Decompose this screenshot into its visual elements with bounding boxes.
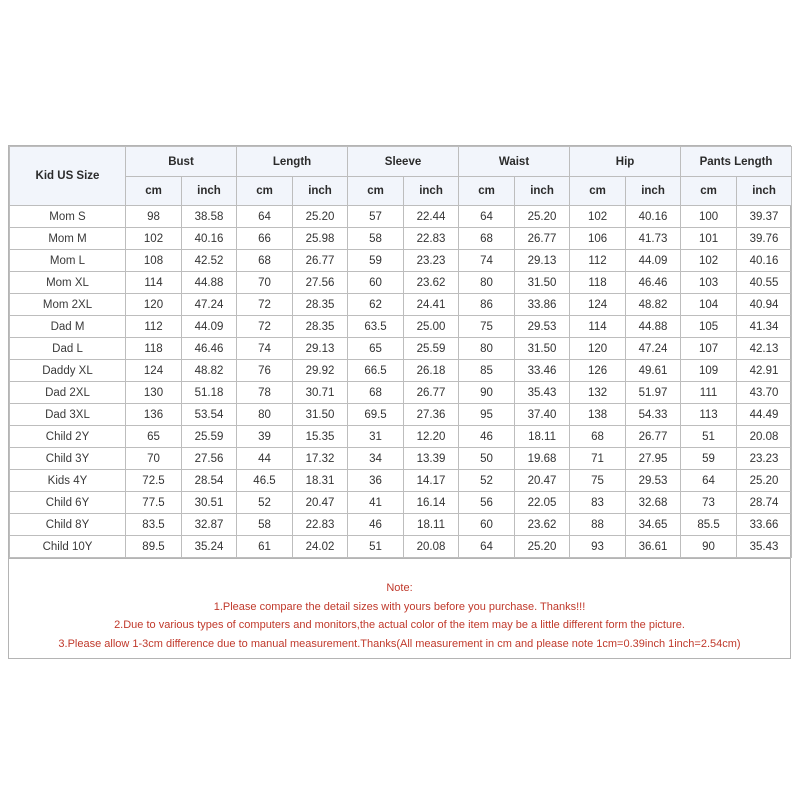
table-row — [10, 338, 792, 360]
size-cell: Mom 2XL — [10, 294, 126, 316]
inch-cell: 24.41 — [404, 294, 459, 316]
cm-cell: 112 — [126, 316, 182, 338]
inch-cell: 29.53 — [626, 470, 681, 492]
inch-cell: 44.88 — [626, 316, 681, 338]
inch-cell: 27.56 — [182, 448, 237, 470]
group-header-pants-length: Pants Length — [681, 147, 792, 177]
size-table — [9, 146, 792, 558]
inch-cell: 22.05 — [515, 492, 570, 514]
inch-cell: 29.13 — [515, 250, 570, 272]
inch-cell: 23.23 — [404, 250, 459, 272]
cm-cell: 98 — [126, 206, 182, 228]
cm-cell: 106 — [570, 228, 626, 250]
table-row — [10, 360, 792, 382]
size-cell: Kids 4Y — [10, 470, 126, 492]
inch-cell: 25.00 — [404, 316, 459, 338]
inch-cell: 46.46 — [182, 338, 237, 360]
inch-cell: 18.31 — [293, 470, 348, 492]
inch-cell: 27.56 — [293, 272, 348, 294]
cm-cell: 65 — [348, 338, 404, 360]
cm-cell: 136 — [126, 404, 182, 426]
cm-cell: 75 — [570, 470, 626, 492]
cm-cell: 111 — [681, 382, 737, 404]
inch-cell: 26.77 — [404, 382, 459, 404]
cm-cell: 85 — [459, 360, 515, 382]
inch-cell: 22.44 — [404, 206, 459, 228]
inch-cell: 26.77 — [626, 426, 681, 448]
unit-header-cm: cm — [237, 177, 293, 206]
unit-header-inch: inch — [293, 177, 348, 206]
table-row — [10, 294, 792, 316]
inch-cell: 31.50 — [515, 338, 570, 360]
inch-cell: 26.18 — [404, 360, 459, 382]
inch-cell: 31.50 — [293, 404, 348, 426]
cm-cell: 36 — [348, 470, 404, 492]
inch-cell: 25.98 — [293, 228, 348, 250]
size-cell: Child 8Y — [10, 514, 126, 536]
table-row — [10, 514, 792, 536]
inch-cell: 42.52 — [182, 250, 237, 272]
cm-cell: 62 — [348, 294, 404, 316]
cm-cell: 46.5 — [237, 470, 293, 492]
cm-cell: 68 — [570, 426, 626, 448]
note-line: 1.Please compare the detail sizes with yours before you purchase. Thanks!!! — [213, 600, 586, 613]
cm-cell: 118 — [126, 338, 182, 360]
cm-cell: 80 — [459, 338, 515, 360]
inch-cell: 39.76 — [737, 228, 792, 250]
size-cell: Child 2Y — [10, 426, 126, 448]
inch-cell: 14.17 — [404, 470, 459, 492]
inch-cell: 31.50 — [515, 272, 570, 294]
inch-cell: 15.35 — [293, 426, 348, 448]
table-row — [10, 316, 792, 338]
inch-cell: 19.68 — [515, 448, 570, 470]
inch-cell: 29.53 — [515, 316, 570, 338]
size-cell: Dad 3XL — [10, 404, 126, 426]
table-row — [10, 536, 792, 558]
group-header-sleeve: Sleeve — [348, 147, 459, 177]
inch-cell: 51.18 — [182, 382, 237, 404]
cm-cell: 102 — [681, 250, 737, 272]
inch-cell: 41.34 — [737, 316, 792, 338]
cm-cell: 59 — [681, 448, 737, 470]
cm-cell: 105 — [681, 316, 737, 338]
cm-cell: 102 — [126, 228, 182, 250]
group-header-bust: Bust — [126, 147, 237, 177]
unit-header-inch: inch — [182, 177, 237, 206]
cm-cell: 59 — [348, 250, 404, 272]
cm-cell: 56 — [459, 492, 515, 514]
cm-cell: 69.5 — [348, 404, 404, 426]
inch-cell: 54.33 — [626, 404, 681, 426]
size-chart — [8, 145, 791, 659]
note-line: 3.Please allow 1-3cm difference due to manual measurement.Thanks(All measurement in cm and please note 1cm=0.39inch 1inch=2.54cm) — [58, 637, 741, 650]
cm-cell: 51 — [348, 536, 404, 558]
inch-cell: 48.82 — [182, 360, 237, 382]
inch-cell: 44.49 — [737, 404, 792, 426]
cm-cell: 70 — [237, 272, 293, 294]
cm-cell: 73 — [681, 492, 737, 514]
unit-header-inch: inch — [404, 177, 459, 206]
inch-cell: 13.39 — [404, 448, 459, 470]
cm-cell: 51 — [681, 426, 737, 448]
group-header-row — [10, 147, 792, 177]
inch-cell: 20.08 — [737, 426, 792, 448]
table-row — [10, 250, 792, 272]
cm-cell: 61 — [237, 536, 293, 558]
inch-cell: 34.65 — [626, 514, 681, 536]
cm-cell: 60 — [459, 514, 515, 536]
inch-cell: 28.35 — [293, 316, 348, 338]
size-cell: Daddy XL — [10, 360, 126, 382]
size-cell: Mom S — [10, 206, 126, 228]
table-row — [10, 470, 792, 492]
cm-cell: 90 — [681, 536, 737, 558]
inch-cell: 39.37 — [737, 206, 792, 228]
inch-cell: 25.59 — [404, 338, 459, 360]
cm-cell: 93 — [570, 536, 626, 558]
cm-cell: 86 — [459, 294, 515, 316]
cm-cell: 89.5 — [126, 536, 182, 558]
cm-cell: 126 — [570, 360, 626, 382]
inch-cell: 28.35 — [293, 294, 348, 316]
cm-cell: 68 — [237, 250, 293, 272]
group-header-length: Length — [237, 147, 348, 177]
inch-cell: 17.32 — [293, 448, 348, 470]
inch-cell: 40.55 — [737, 272, 792, 294]
group-header-hip: Hip — [570, 147, 681, 177]
table-row — [10, 426, 792, 448]
inch-cell: 20.47 — [515, 470, 570, 492]
inch-cell: 48.82 — [626, 294, 681, 316]
cm-cell: 52 — [459, 470, 515, 492]
inch-cell: 30.71 — [293, 382, 348, 404]
cm-cell: 58 — [348, 228, 404, 250]
cm-cell: 124 — [126, 360, 182, 382]
size-cell: Mom L — [10, 250, 126, 272]
group-header-waist: Waist — [459, 147, 570, 177]
table-row — [10, 228, 792, 250]
cm-cell: 65 — [126, 426, 182, 448]
cm-cell: 66.5 — [348, 360, 404, 382]
inch-cell: 33.66 — [737, 514, 792, 536]
cm-cell: 108 — [126, 250, 182, 272]
size-cell: Child 3Y — [10, 448, 126, 470]
unit-header-cm: cm — [681, 177, 737, 206]
cm-cell: 118 — [570, 272, 626, 294]
cm-cell: 68 — [348, 382, 404, 404]
inch-cell: 30.51 — [182, 492, 237, 514]
inch-cell: 40.94 — [737, 294, 792, 316]
cm-cell: 39 — [237, 426, 293, 448]
inch-cell: 44.88 — [182, 272, 237, 294]
inch-cell: 43.70 — [737, 382, 792, 404]
cm-cell: 46 — [348, 514, 404, 536]
inch-cell: 28.74 — [737, 492, 792, 514]
size-cell: Mom M — [10, 228, 126, 250]
unit-header-cm: cm — [570, 177, 626, 206]
inch-cell: 16.14 — [404, 492, 459, 514]
inch-cell: 40.16 — [737, 250, 792, 272]
unit-header-cm: cm — [348, 177, 404, 206]
size-cell: Child 6Y — [10, 492, 126, 514]
cm-cell: 60 — [348, 272, 404, 294]
inch-cell: 25.20 — [515, 536, 570, 558]
inch-cell: 47.24 — [626, 338, 681, 360]
inch-cell: 35.43 — [737, 536, 792, 558]
cm-cell: 74 — [459, 250, 515, 272]
cm-cell: 71 — [570, 448, 626, 470]
cm-cell: 64 — [459, 206, 515, 228]
inch-cell: 32.68 — [626, 492, 681, 514]
cm-cell: 78 — [237, 382, 293, 404]
cm-cell: 114 — [126, 272, 182, 294]
inch-cell: 37.40 — [515, 404, 570, 426]
note-line: 2.Due to various types of computers and monitors,the actual color of the item may be a little different form the picture. — [114, 619, 685, 631]
cm-cell: 58 — [237, 514, 293, 536]
cm-cell: 83.5 — [126, 514, 182, 536]
size-cell: Dad M — [10, 316, 126, 338]
cm-cell: 103 — [681, 272, 737, 294]
inch-cell: 20.08 — [404, 536, 459, 558]
inch-cell: 12.20 — [404, 426, 459, 448]
size-cell: Mom XL — [10, 272, 126, 294]
inch-cell: 25.20 — [515, 206, 570, 228]
unit-header-inch: inch — [626, 177, 681, 206]
inch-cell: 23.62 — [404, 272, 459, 294]
cm-cell: 132 — [570, 382, 626, 404]
cm-cell: 52 — [237, 492, 293, 514]
cm-cell: 44 — [237, 448, 293, 470]
cm-cell: 34 — [348, 448, 404, 470]
inch-cell: 49.61 — [626, 360, 681, 382]
cm-cell: 77.5 — [126, 492, 182, 514]
inch-cell: 35.24 — [182, 536, 237, 558]
cm-cell: 75 — [459, 316, 515, 338]
cm-cell: 76 — [237, 360, 293, 382]
inch-cell: 22.83 — [293, 514, 348, 536]
inch-cell: 25.20 — [737, 470, 792, 492]
cm-cell: 80 — [237, 404, 293, 426]
inch-cell: 28.54 — [182, 470, 237, 492]
unit-header-cm: cm — [459, 177, 515, 206]
cm-cell: 114 — [570, 316, 626, 338]
inch-cell: 27.95 — [626, 448, 681, 470]
cm-cell: 68 — [459, 228, 515, 250]
cm-cell: 104 — [681, 294, 737, 316]
table-row — [10, 206, 792, 228]
cm-cell: 83 — [570, 492, 626, 514]
cm-cell: 50 — [459, 448, 515, 470]
inch-cell: 53.54 — [182, 404, 237, 426]
unit-header-row — [10, 177, 792, 206]
table-row — [10, 492, 792, 514]
cm-cell: 63.5 — [348, 316, 404, 338]
cm-cell: 120 — [570, 338, 626, 360]
cm-cell: 57 — [348, 206, 404, 228]
inch-cell: 29.92 — [293, 360, 348, 382]
inch-cell: 24.02 — [293, 536, 348, 558]
cm-cell: 124 — [570, 294, 626, 316]
cm-cell: 31 — [348, 426, 404, 448]
inch-cell: 23.62 — [515, 514, 570, 536]
cm-cell: 102 — [570, 206, 626, 228]
table-row — [10, 382, 792, 404]
cm-cell: 70 — [126, 448, 182, 470]
inch-cell: 42.13 — [737, 338, 792, 360]
inch-cell: 29.13 — [293, 338, 348, 360]
inch-cell: 26.77 — [293, 250, 348, 272]
table-body — [10, 206, 792, 558]
inch-cell: 40.16 — [626, 206, 681, 228]
inch-cell: 25.59 — [182, 426, 237, 448]
cm-cell: 113 — [681, 404, 737, 426]
unit-header-cm: cm — [126, 177, 182, 206]
inch-cell: 20.47 — [293, 492, 348, 514]
inch-cell: 32.87 — [182, 514, 237, 536]
inch-cell: 35.43 — [515, 382, 570, 404]
inch-cell: 41.73 — [626, 228, 681, 250]
cm-cell: 41 — [348, 492, 404, 514]
inch-cell: 22.83 — [404, 228, 459, 250]
size-cell: Dad L — [10, 338, 126, 360]
inch-cell: 46.46 — [626, 272, 681, 294]
inch-cell: 40.16 — [182, 228, 237, 250]
size-cell: Dad 2XL — [10, 382, 126, 404]
cm-cell: 64 — [459, 536, 515, 558]
cm-cell: 64 — [237, 206, 293, 228]
inch-cell: 47.24 — [182, 294, 237, 316]
cm-cell: 80 — [459, 272, 515, 294]
note-block — [9, 558, 790, 658]
cm-cell: 138 — [570, 404, 626, 426]
table-row — [10, 272, 792, 294]
cm-cell: 46 — [459, 426, 515, 448]
cm-cell: 109 — [681, 360, 737, 382]
cm-cell: 88 — [570, 514, 626, 536]
inch-cell: 33.86 — [515, 294, 570, 316]
inch-cell: 42.91 — [737, 360, 792, 382]
inch-cell: 38.58 — [182, 206, 237, 228]
cm-cell: 101 — [681, 228, 737, 250]
table-row — [10, 448, 792, 470]
cm-cell: 66 — [237, 228, 293, 250]
inch-cell: 27.36 — [404, 404, 459, 426]
cm-cell: 90 — [459, 382, 515, 404]
inch-cell: 18.11 — [404, 514, 459, 536]
cm-cell: 100 — [681, 206, 737, 228]
inch-cell: 33.46 — [515, 360, 570, 382]
cm-cell: 120 — [126, 294, 182, 316]
inch-cell: 26.77 — [515, 228, 570, 250]
cm-cell: 85.5 — [681, 514, 737, 536]
cm-cell: 72 — [237, 294, 293, 316]
inch-cell: 23.23 — [737, 448, 792, 470]
cm-cell: 64 — [681, 470, 737, 492]
unit-header-inch: inch — [515, 177, 570, 206]
inch-cell: 18.11 — [515, 426, 570, 448]
cm-cell: 72 — [237, 316, 293, 338]
note-title: Note: — [386, 582, 413, 594]
inch-cell: 44.09 — [626, 250, 681, 272]
cm-cell: 72.5 — [126, 470, 182, 492]
size-column-header: Kid US Size — [10, 147, 126, 206]
unit-header-inch: inch — [737, 177, 792, 206]
cm-cell: 107 — [681, 338, 737, 360]
table-row — [10, 404, 792, 426]
size-cell: Child 10Y — [10, 536, 126, 558]
inch-cell: 36.61 — [626, 536, 681, 558]
cm-cell: 112 — [570, 250, 626, 272]
cm-cell: 74 — [237, 338, 293, 360]
inch-cell: 25.20 — [293, 206, 348, 228]
inch-cell: 51.97 — [626, 382, 681, 404]
cm-cell: 130 — [126, 382, 182, 404]
inch-cell: 44.09 — [182, 316, 237, 338]
cm-cell: 95 — [459, 404, 515, 426]
